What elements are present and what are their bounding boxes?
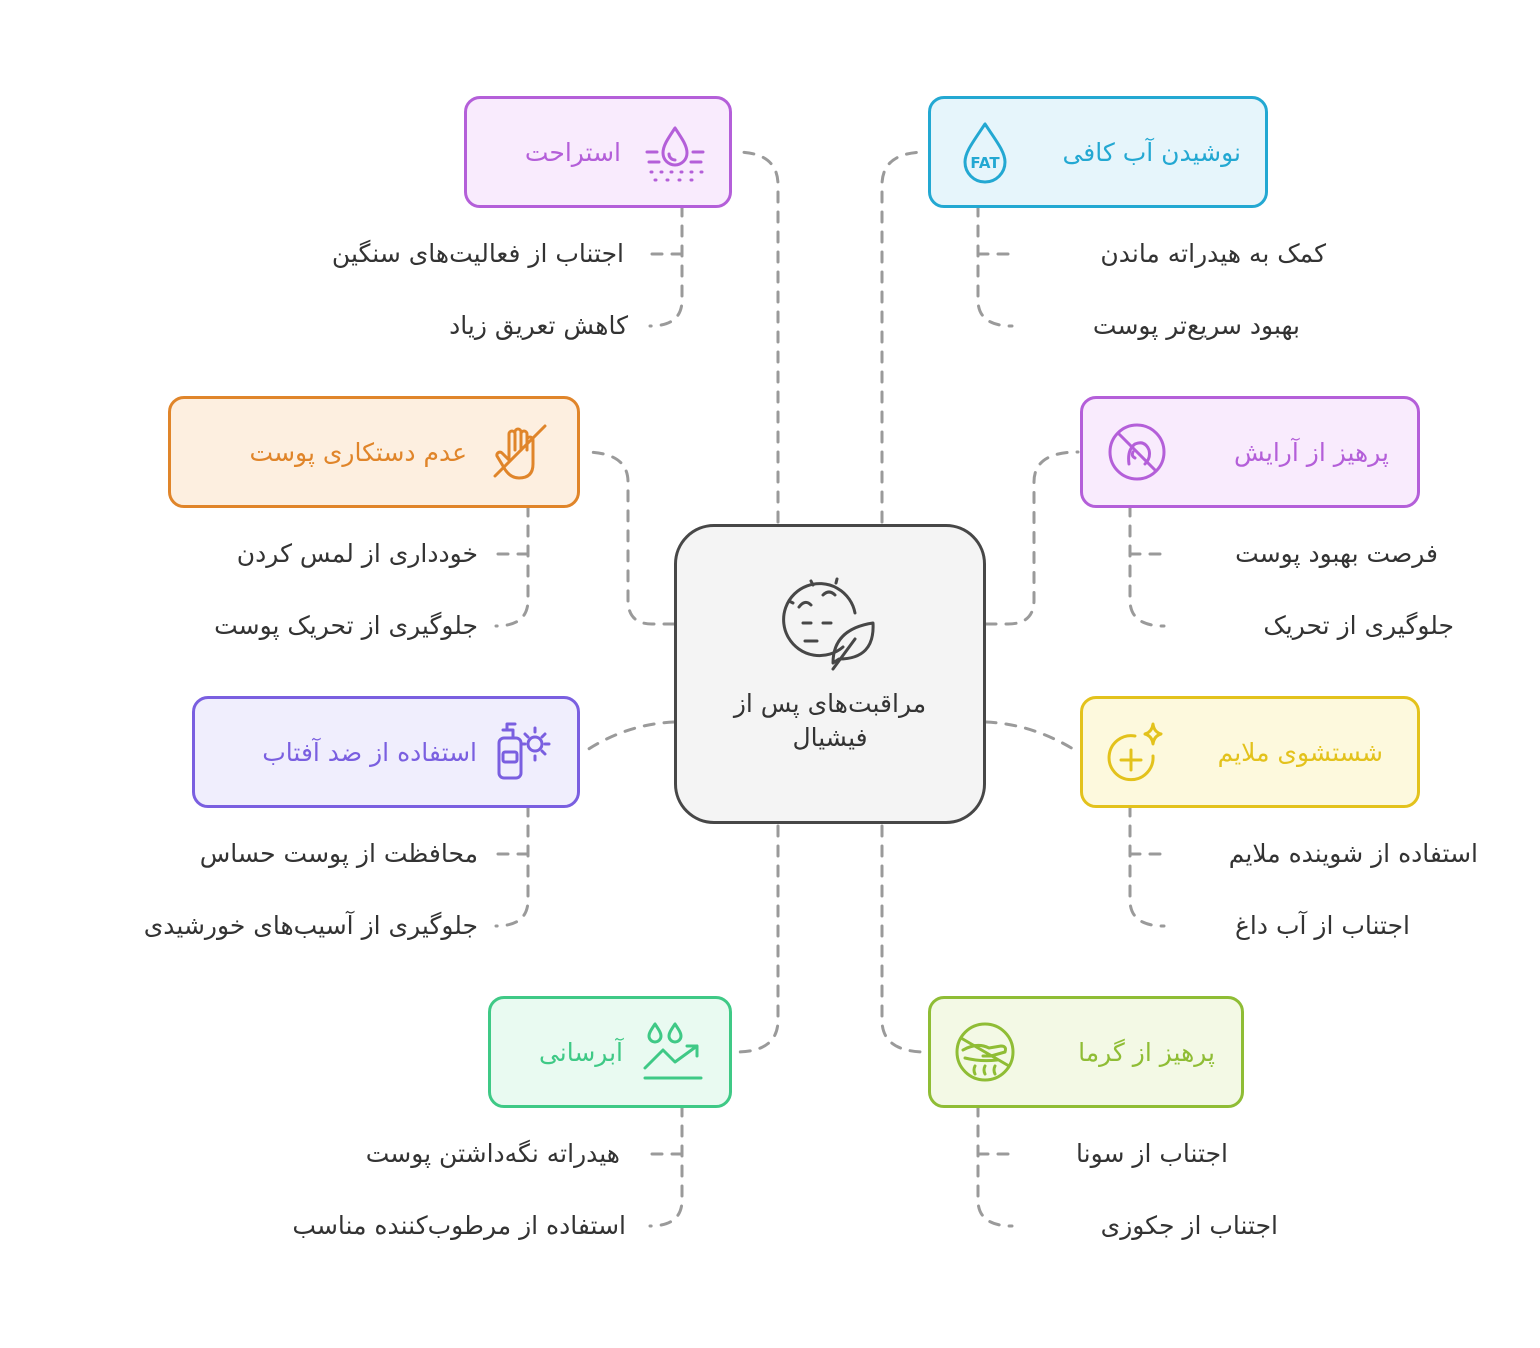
connector-water-items xyxy=(978,206,1012,326)
topic-rest-label: استراحت xyxy=(524,137,621,167)
center-title: مراقبت‌های پس از فیشیال xyxy=(733,689,927,752)
plus-sparkle-icon xyxy=(1105,720,1169,784)
list-item: خودداری از لمس کردن xyxy=(236,539,478,568)
hand-off-icon xyxy=(489,420,553,484)
list-item: اجتناب از سونا xyxy=(1076,1139,1228,1168)
topic-rest xyxy=(464,96,732,208)
list-item: اجتناب از جکوزی xyxy=(1100,1211,1278,1240)
list-item: جلوگیری از تحریک پوست xyxy=(214,611,478,640)
connector-water xyxy=(882,152,926,522)
connector-hydration-items xyxy=(650,1106,682,1226)
connector-rest-items xyxy=(650,206,682,326)
connector-heat xyxy=(882,826,926,1052)
list-item: هیدراته نگه‌داشتن پوست xyxy=(365,1139,620,1168)
list-item: اجتناب از آب داغ xyxy=(1235,911,1410,940)
connector-no-touch xyxy=(584,452,674,624)
hand-heat-icon xyxy=(953,1020,1017,1084)
topic-sunscreen xyxy=(192,696,580,808)
topic-hydration-label: آبرسانی xyxy=(538,1037,623,1067)
list-item: استفاده از مرطوب‌کننده مناسب xyxy=(292,1211,626,1240)
topic-gentle-wash xyxy=(1080,696,1420,808)
list-item: استفاده از شوینده ملایم xyxy=(1228,839,1478,868)
topic-no-makeup xyxy=(1080,396,1420,508)
sunscreen-bottle-icon xyxy=(491,720,555,784)
fat-drop-icon xyxy=(953,120,1017,184)
list-item: اجتناب از فعالیت‌های سنگین xyxy=(331,239,624,268)
connector-no-makeup xyxy=(986,452,1078,624)
list-item: کمک به هیدراته ماندن xyxy=(1100,239,1326,268)
list-item: فرصت بهبود پوست xyxy=(1235,539,1438,568)
topic-water xyxy=(928,96,1268,208)
drops-trend-icon xyxy=(641,1020,705,1084)
list-item: جلوگیری از تحریک xyxy=(1263,611,1454,640)
face-off-icon xyxy=(1105,420,1169,484)
topic-no-makeup-label: پرهیز از آرایش xyxy=(1234,437,1389,467)
connector-no-makeup-items xyxy=(1130,506,1164,626)
connector-rest xyxy=(736,152,778,522)
topic-no-touch xyxy=(168,396,580,508)
list-item: کاهش تعریق زیاد xyxy=(449,311,628,340)
topic-no-touch-label: عدم دستکاری پوست xyxy=(249,437,467,467)
svg-text:FAT: FAT xyxy=(970,154,1000,172)
connector-no-touch-items xyxy=(496,506,528,626)
drop-mist-icon xyxy=(643,120,707,184)
list-item: محافظت از پوست حساس xyxy=(199,839,478,868)
topic-heat-label: پرهیز از گرما xyxy=(1078,1037,1215,1067)
connector-gentle-wash xyxy=(986,722,1078,752)
list-item: جلوگیری از آسیب‌های خورشیدی xyxy=(143,911,478,940)
connector-gentle-wash-items xyxy=(1130,806,1164,926)
topic-heat xyxy=(928,996,1244,1108)
face-leaf-icon xyxy=(781,571,885,671)
topic-hydration xyxy=(488,996,732,1108)
list-item: بهبود سریع‌تر پوست xyxy=(1092,311,1300,340)
topic-sunscreen-label: استفاده از ضد آفتاب xyxy=(262,737,477,767)
connector-sunscreen-items xyxy=(496,806,528,926)
topic-water-label: نوشیدن آب کافی xyxy=(1062,137,1241,167)
center-node xyxy=(674,524,986,824)
topic-gentle-wash-label: شستشوی ملایم xyxy=(1217,737,1383,767)
connector-sunscreen xyxy=(584,722,674,752)
connector-hydration xyxy=(736,826,778,1052)
connector-heat-items xyxy=(978,1106,1012,1226)
